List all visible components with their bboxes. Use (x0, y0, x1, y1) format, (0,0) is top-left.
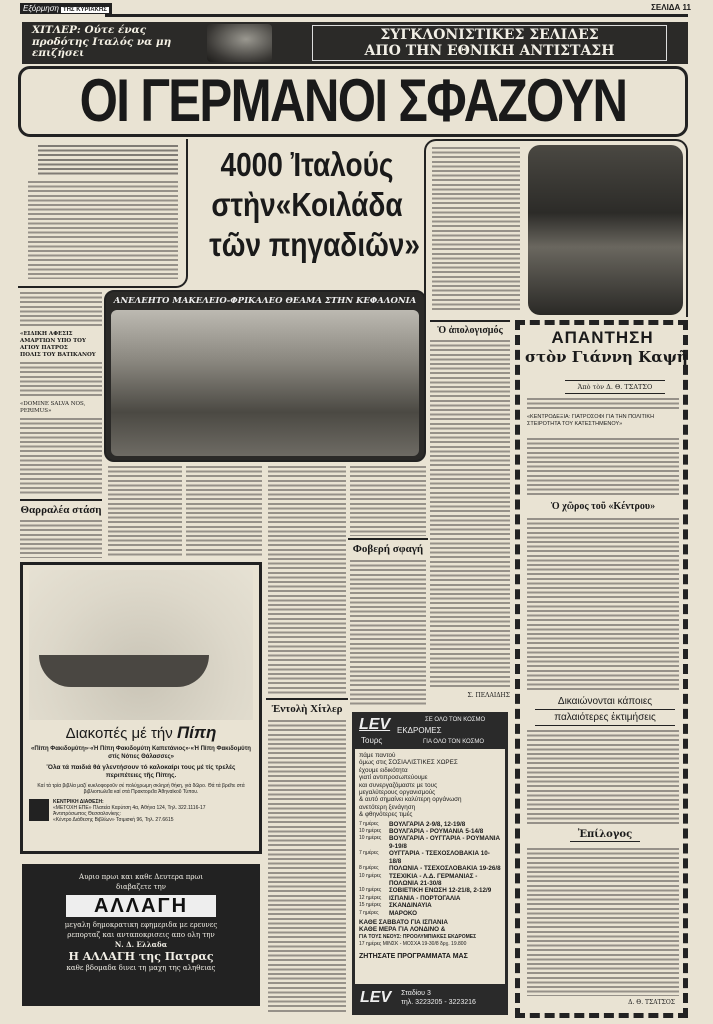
allagi-line1: Αυριο πρωι και καθε Δευτερα πρωι (79, 873, 203, 881)
lev-logo-bottom: LEV (360, 989, 392, 1006)
logo-text: Εξόρμηση (23, 4, 59, 13)
lev-phone: τηλ. 3223205 - 3223216 (401, 999, 476, 1006)
lev-intro-line: γιατί αντιπροσωπεύουμε (359, 774, 428, 782)
trip-duration: 10 ημέρες (359, 828, 382, 835)
reply-signature: Δ. Θ. ΤΣΑΤΣΟΣ (628, 999, 675, 1006)
allagi-ad (22, 864, 260, 1006)
pipi-distribution (53, 799, 206, 824)
lev-ad-body (355, 749, 505, 984)
intro-box (18, 139, 188, 288)
page-number: ΣΕΛΙΔΑ 11 (651, 3, 691, 12)
section-heading-entoli: Ἐντολὴ Χίτλερ (266, 698, 348, 716)
lev-top3: ΓΙΑ ΟΛΟ ΤΟΝ ΚΟΣΜΟ (423, 739, 485, 745)
kefalonia-photo-frame (104, 290, 426, 462)
soldiers-article-box (424, 139, 688, 317)
dikaio-line2: παλαιότερες ἐκτιμήσεις (535, 710, 675, 726)
top-rule (105, 14, 688, 17)
lev-trip-row (359, 887, 501, 894)
lev-cta: ΖΗΤΗΣΑΤΕ ΠΡΟΓΡΑΜΜΑΤΑ ΜΑΣ (359, 952, 468, 960)
trip-destination: ΣΚΑΝΔΙΝΑΥΙΑ (389, 902, 432, 910)
reply-title (525, 328, 688, 366)
subheadline-line3: τῶν πηγαδιῶν» (209, 226, 421, 263)
pipi-books: «Πίπη Φακιδομύτη»·«Ἡ Πίπη Φακιδομύτη Καπετάνιος»·«Ἡ Πίπη Φακιδομύτη στίς Νότιες Θάλασσες» (31, 746, 251, 760)
lev-top2: ΕΚΔΡΟΜΕΣ (397, 726, 442, 735)
series-banner (22, 22, 688, 64)
trip-duration: 10 ημέρες (359, 872, 382, 879)
lev-intro-line: πάμε παντού (359, 752, 396, 759)
trip-duration: 7 ημέρες (359, 909, 379, 916)
newspaper-logo (20, 3, 112, 14)
section-heading-epilogos: Ἐπίλογος (570, 828, 640, 842)
trip-destination: ΜΑΡΟΚΟ (389, 909, 418, 917)
section-heading-kentro: Ὁ χῶρος τοῦ «Κέντρου» (550, 501, 656, 512)
section-heading-tharralea: Θαρραλέα στάση (20, 499, 102, 517)
trip-destination: ΣΟΒΙΕΤΙΚΗ ΕΝΩΣΗ 12-21/8, 2-12/9 (389, 887, 492, 895)
soldiers-photo (528, 145, 683, 315)
lev-logo-sub: Τουρς (361, 736, 383, 745)
pipi-ad (20, 562, 262, 854)
lev-intro-line: και συνεργαζόμαστε με τους (359, 781, 438, 789)
byline-pelaidis: Σ. ΠΕΛΑΙΔΗΣ (467, 692, 510, 699)
series-title-line1: ΣΥΓΚΛΟΝΙΣΤΙΚΕΣ ΣΕΛΙΔΕΣ (380, 27, 599, 43)
pipi-ad-title (29, 723, 253, 743)
lev-top1: ΣΕ ΟΛΟ ΤΟΝ ΚΟΣΜΟ (425, 717, 486, 723)
lev-contact (401, 989, 476, 1007)
allagi-line2: διαβαζετε την (116, 883, 166, 891)
lev-trip-row (359, 873, 501, 888)
lev-tours-ad (352, 712, 508, 1015)
lev-intro-line: έχουμε ειδικότητα (359, 766, 408, 774)
dist-3: «Κέντρο Διάθεσης Βιβλίων» Τσιμισκή 96, Τηλ. 27.6615 (53, 817, 174, 824)
section-heading-fovери: Φοβερή σφαγή (348, 538, 428, 556)
dikaio-line1: Δικαιώνονται κάποιες (535, 694, 675, 710)
lev-intro-line: & φθηνότερες τιμές (359, 811, 413, 819)
allagi-line7: καθε βδομαδα δινει τη μαχη της αληθειας (66, 964, 216, 972)
banner-hitler-quote: ΧΙΤΛΕΡ: Ούτε ένας προδότης Ιταλός να μη επιζήσει (32, 24, 172, 59)
allagi-logo: ΑΛΛΑΓΗ (66, 895, 216, 917)
lev-extra2: ΚΑΘΕ ΜΕΡΑ ΓΙΑ ΛΟΝΔΙΝΟ & (359, 926, 446, 934)
trip-duration: 15 ημέρες (359, 902, 382, 909)
lev-extra1: ΚΑΘΕ ΣΑΒΒΑΤΟ ΓΙΑ ΙΣΠΑΝΙΑ (359, 918, 448, 926)
lev-trip-row (359, 865, 501, 872)
trip-destination: ΟΥΓΓΑΡΙΑ - ΤΣΕΧΟΣΛΟΒΑΚΙΑ 10-18/8 (389, 850, 490, 865)
quote-3: «DOMINE SALVA NOS, PERIMUS» (20, 401, 86, 414)
lev-logo: LEV (359, 716, 391, 733)
lev-intro-line: όμως στις ΣΟΣΙΑΛΙΣΤΙΚΕΣ ΧΩΡΕΣ (359, 759, 458, 767)
trip-duration: 10 ημέρες (359, 835, 382, 842)
pipi-tagline: Ὅλα τά παιδιά θά γλεντήσουν τό καλοκαίρι τους μέ τίς τρελές περιπέτειες τῆς Πίπης. (46, 764, 236, 779)
massacre-photo (111, 310, 419, 456)
lev-trip-row (359, 835, 501, 850)
reply-title-line1: ΑΠΑΝΤΗΣΗ (551, 328, 654, 347)
lev-intro-line: ανετότερη ξενάγηση (359, 803, 416, 811)
allagi-line4: ρεπορταζ και ανταποκρισεις απο ολη την (67, 931, 215, 939)
lev-address: Σταδίου 3 (401, 990, 431, 997)
lev-ad-footer (355, 984, 505, 1012)
subheadline-line2: στὴν«Κοιλάδα (211, 186, 403, 223)
trip-duration: 7 ημέρες (359, 850, 379, 857)
lev-trip-row (359, 910, 501, 917)
reply-title-line2: στὸν Γιάννη Καψῆ (525, 348, 688, 366)
dist-label: ΚΕΝΤΡΙΚΗ ΔΙΑΘΕΣΗ: (53, 798, 104, 805)
lev-extra3: ΓΙΑ ΤΟΥΣ ΝΕΟΥΣ: ΠΡΟΟΛΥΜΠΙΑΚΕΣ ΕΚΔΡΟΜΕΣ (359, 933, 477, 940)
main-headline: ΟΙ ΓΕΡΜΑΝΟΙ ΣΦΑΖΟΥΝ (79, 67, 627, 134)
trip-destination: ΠΟΛΩΝΙΑ - ΤΣΕΧΟΣΛΟΒΑΚΙΑ 19-26/8 (389, 865, 501, 873)
dist-1: «ΜΕΤΟΧΗ ΕΠΕ» Πλατεία Καρύτση 4α, Ἀθήνα 124, Τηλ. 322.1116-17 (53, 804, 206, 811)
lev-intro-line: & αυτό σημαίνει καλύτερη οργάνωση (359, 796, 462, 804)
trip-duration: 8 ημέρες (359, 865, 379, 872)
series-title-box (312, 25, 667, 61)
publisher-logo (29, 799, 49, 821)
dist-2: Ἀντιπρόσωπος Θεσσαλονίκης: (53, 811, 121, 817)
reply-lead-caps: «ΚΕΝΤΡΟΔΕΞΙΑ: ΓΙΑΤΡΟΣΟΦΙ ΓΙΑ ΤΗΝ ΠΟΛΙΤΙΚΗ ΣΤΕΙΡΟΤΗΤΑ ΤΟΥ ΚΑΤΕΣΤΗΜΕΝΟΥ» (527, 414, 655, 427)
lev-trip-row (359, 895, 501, 902)
series-title-line2: ΑΠΟ ΤΗΝ ΕΘΝΙΚΗ ΑΝΤΙΣΤΑΣΗ (364, 43, 615, 59)
boat-drawing (39, 655, 209, 687)
trip-destination: ΒΟΥΛΓΑΡΙΑ 2-9/8, 12-19/8 (389, 820, 466, 828)
trip-destination: ΒΟΥΛΓΑΡΙΑ - ΟΥΓΓΑΡΙΑ - ΡΟΥΜΑΝΙΑ 9-19/8 (389, 835, 501, 850)
quote-1: «ΕΙΔΙΚΗ ΑΦΕΣΙΣ ΑΜΑΡΤΙΩΝ ΥΠΟ ΤΟΥ ΑΓΙΟΥ ΠΑΤΡΟΣ (20, 331, 86, 351)
lev-ad-header (355, 715, 505, 749)
logo-sub: ΤΗΣ ΚΥΡΙΑΚΗΣ (62, 7, 107, 13)
quote-2: ΠΟΛΙΣ ΤΟΥ ΒΑΤΙΚΑΝΟΥ (20, 352, 96, 358)
pipi-brand-logo: Πίπη (176, 723, 217, 742)
allagi-line3: μεγαλη δημοκρατικη εφημεριδα με ερευνες (64, 921, 218, 929)
trip-destination: ΤΣΕΧΙΚΙΑ - Λ.Δ. ΓΕΡΜΑΝΙΑΣ - ΠΟΛΩΝΙΑ 21-30/8 (389, 872, 478, 887)
trip-duration: 12 ημέρες (359, 894, 382, 901)
allagi-line5: Ν. Δ. Ελλαδα (114, 940, 168, 949)
pipi-note: Καί τά τρία βιβλία μαζί κυκλοφοροῦν σέ πολύχρωμη σκληρή θήκη, γιά δῶρο. Θά τά βρεῖτε στά βιβλιοπωλεῖα καί στά Πρακτορεῖα Ἀθηναϊκοῦ Τύπου. (37, 783, 245, 796)
trip-destination: ΙΣΠΑΝΙΑ - ΠΟΡΤΟΓΑΛΙΑ (389, 894, 461, 902)
lev-trip-row (359, 850, 501, 865)
subheadline (192, 145, 422, 265)
section-heading-dikaio (535, 694, 675, 726)
lev-extra4: 17 ημέρες ΜΙΝΣΚ - ΜΟΣΧΑ 19-30/8 δρχ. 19.800 (359, 941, 467, 948)
trip-duration: 10 ημέρες (359, 887, 382, 894)
lev-trip-row (359, 902, 501, 909)
subheadline-line1: 4000 Ἰταλούς (220, 146, 394, 183)
pipi-illustration (29, 570, 253, 720)
section-heading-apologismos: Ὁ ἀπολογισμός (430, 320, 510, 338)
lev-trip-row (359, 821, 501, 828)
hitler-portrait (207, 24, 272, 62)
pipi-title-text: Διακοπές μέ τήν (65, 725, 173, 742)
trip-destination: ΒΟΥΛΓΑΡΙΑ - ΡΟΥΜΑΝΙΑ 5-14/8 (389, 828, 484, 836)
photo-caption: ΑΝΕΛΕΗΤΟ ΜΑΚΕΛΕΙΟ-ΦΡΙΚΑΛΕΟ ΘΕΑΜΑ ΣΤΗΝ ΚΕΦΑΛΟΝΙΑ (113, 296, 417, 306)
main-headline-box (18, 66, 688, 137)
trip-duration: 7 ημέρες (359, 820, 379, 827)
reply-byline: Ἀπὸ τὸν Δ. Θ. ΤΣΑΤΣΟ (565, 380, 665, 394)
lev-intro-line: μεγαλύτερους οργανισμούς (359, 789, 436, 797)
left-column (20, 292, 102, 558)
quote-block (20, 331, 102, 359)
allagi-line6: Η ΑΛΛΑΓΗ της Πατρας (68, 950, 214, 963)
